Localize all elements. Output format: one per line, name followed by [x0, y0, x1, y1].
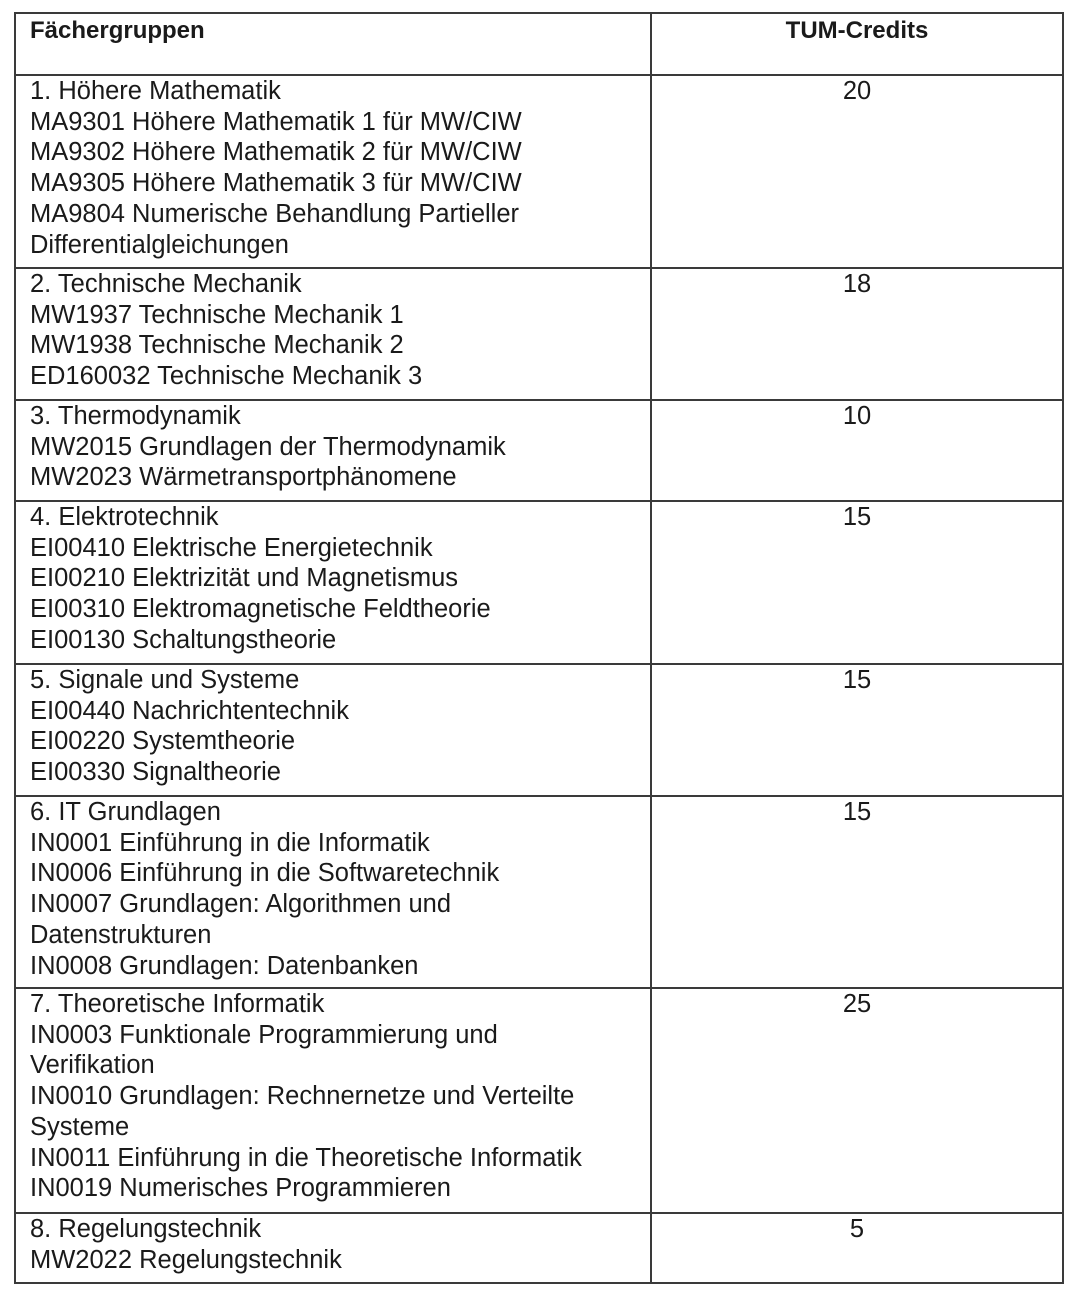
credits-cell: 20	[651, 75, 1063, 268]
group-title: 7. Theoretische Informatik	[30, 990, 325, 1018]
group-title: 8. Regelungstechnik	[30, 1215, 262, 1243]
module-line: ED160032 Technische Mechanik 3	[30, 362, 423, 391]
credits-cell: 25	[651, 988, 1063, 1213]
module-line: MW1937 Technische Mechanik 1	[30, 300, 404, 329]
credits-cell: 5	[651, 1213, 1063, 1283]
module-line: IN0001 Einführung in die Informatik	[30, 828, 430, 857]
group-title: 4. Elektrotechnik	[30, 503, 219, 531]
module-line: MW1938 Technische Mechanik 2	[30, 331, 404, 360]
module-line: MW2022 Regelungstechnik	[30, 1245, 342, 1274]
subject-group-cell	[15, 501, 651, 664]
module-line: EI00220 Systemtheorie	[30, 727, 296, 756]
module-line: MA9301 Höhere Mathematik 1 für MW/CIW	[30, 107, 522, 136]
module-line: IN0010 Grundlagen: Rechnernetze und Verteilte	[30, 1082, 575, 1111]
group-title: 1. Höhere Mathematik	[30, 77, 281, 105]
module-line: MA9305 Höhere Mathematik 3 für MW/CIW	[30, 169, 522, 198]
table-row	[15, 400, 1063, 501]
table-row	[15, 664, 1063, 796]
module-line: IN0008 Grundlagen: Datenbanken	[30, 951, 419, 980]
module-line: Verifikation	[30, 1051, 155, 1080]
module-line: Differentialgleichungen	[30, 230, 289, 259]
table-row	[15, 796, 1063, 988]
group-title: 5. Signale und Systeme	[30, 666, 300, 694]
credits-cell: 15	[651, 796, 1063, 988]
module-line: EI00310 Elektromagnetische Feldtheorie	[30, 595, 491, 624]
credits-cell: 15	[651, 501, 1063, 664]
module-line: MW2015 Grundlagen der Thermodynamik	[30, 432, 506, 461]
module-line: EI00410 Elektrische Energietechnik	[30, 533, 433, 562]
table-row	[15, 501, 1063, 664]
subject-group-cell	[15, 988, 651, 1213]
module-line: MW2023 Wärmetransportphänomene	[30, 463, 457, 492]
credits-table	[14, 12, 1064, 1284]
module-line: IN0019 Numerisches Programmieren	[30, 1174, 451, 1203]
table-row	[15, 268, 1063, 400]
module-line: Datenstrukturen	[30, 920, 212, 949]
table-row	[15, 988, 1063, 1213]
table-row	[15, 75, 1063, 268]
group-title: 2. Technische Mechanik	[30, 270, 302, 298]
subject-group-cell	[15, 268, 651, 400]
subject-group-cell	[15, 1213, 651, 1283]
module-line: EI00440 Nachrichtentechnik	[30, 696, 349, 725]
subject-group-cell	[15, 664, 651, 796]
table-row	[15, 1213, 1063, 1283]
header-tum-credits: TUM-Credits	[651, 13, 1063, 75]
module-line: IN0003 Funktionale Programmierung und	[30, 1020, 498, 1049]
module-line: MA9804 Numerische Behandlung Partieller	[30, 199, 520, 228]
group-title: 3. Thermodynamik	[30, 402, 241, 430]
module-line: Systeme	[30, 1112, 130, 1141]
header-faechergruppen: Fächergruppen	[15, 13, 651, 75]
module-line: EI00330 Signaltheorie	[30, 758, 281, 787]
module-line: MA9302 Höhere Mathematik 2 für MW/CIW	[30, 138, 522, 167]
module-line: IN0007 Grundlagen: Algorithmen und	[30, 890, 452, 919]
group-title: 6. IT Grundlagen	[30, 798, 221, 826]
table-header-row	[15, 13, 1063, 75]
module-line: IN0006 Einführung in die Softwaretechnik	[30, 859, 500, 888]
subject-group-cell	[15, 796, 651, 988]
subject-group-cell	[15, 75, 651, 268]
module-line: EI00210 Elektrizität und Magnetismus	[30, 564, 459, 593]
subject-group-cell	[15, 400, 651, 501]
module-line: EI00130 Schaltungstheorie	[30, 625, 337, 654]
module-line: IN0011 Einführung in die Theoretische Informatik	[30, 1143, 582, 1172]
credits-cell: 10	[651, 400, 1063, 501]
credits-cell: 18	[651, 268, 1063, 400]
credits-cell: 15	[651, 664, 1063, 796]
